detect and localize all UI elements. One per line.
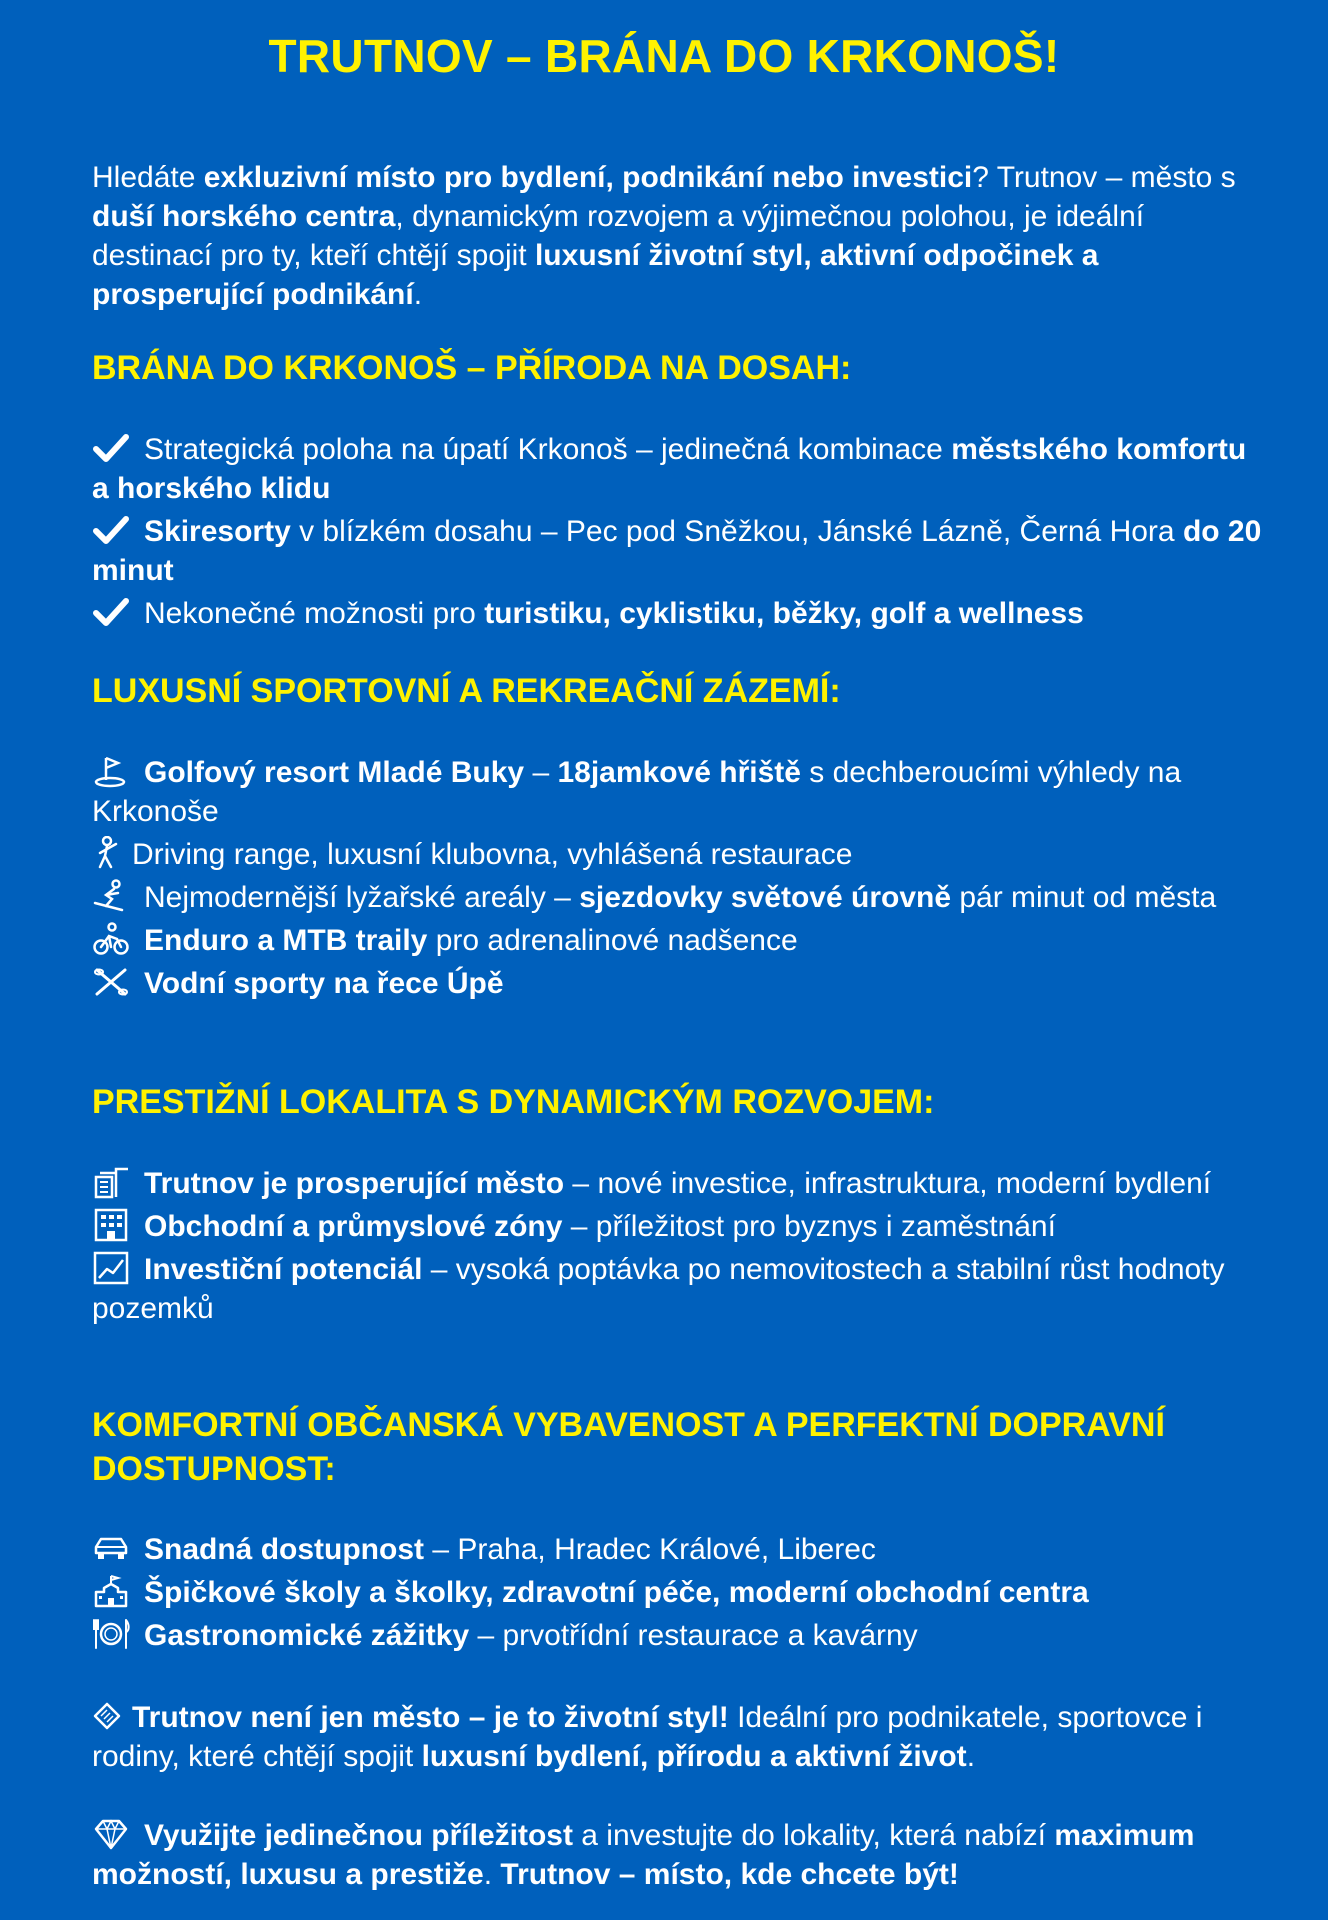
list-item: Vodní sporty na řece Úpě — [92, 964, 1268, 1003]
list-nature — [92, 430, 1268, 637]
list-item: Špičkové školy a školky, zdravotní péče, moderní obchodní centra — [92, 1573, 1268, 1612]
list-item: Investiční potenciál – vysoká poptávka po nemovitostech a stabilní růst hodnoty pozemků — [92, 1253, 1225, 1325]
section-heading-amenities: KOMFORTNÍ OBČANSKÁ VYBAVENOST A PERFEKTNÍ DOPRAVNÍ DOSTUPNOST: — [92, 1406, 1165, 1488]
closing-paragraph-2: Využijte jedinečnou příležitost a investujte do lokality, která nabízí maximum možností, luxusu a prestiže. Trutnov – místo, kde chcete být! — [92, 1819, 1195, 1891]
intro-paragraph — [92, 158, 1236, 314]
office-building-icon — [92, 1208, 130, 1242]
list-item: Nekonečné možnosti pro turistiku, cyklistiku, běžky, golf a wellness — [92, 594, 1268, 633]
intro-bold-3: luxusní životní styl, aktivní odpočinek a prosperující podnikání — [92, 239, 1099, 311]
mountain-biker-icon — [92, 922, 130, 956]
diamond-dot-icon — [92, 1699, 122, 1733]
section-heading-development: PRESTIŽNÍ LOKALITA S DYNAMICKÝM ROZVOJEM: — [92, 1083, 935, 1121]
check-icon — [92, 431, 130, 465]
section-heading-sport: LUXUSNÍ SPORTOVNÍ A REKREAČNÍ ZÁZEMÍ: — [92, 672, 841, 710]
list-item: Driving range, luxusní klubovna, vyhlášená restaurace — [92, 835, 1268, 874]
golf-flag-icon — [92, 754, 130, 788]
closing-paragraph-1: Trutnov není jen město – je to životní styl! Ideální pro podnikatele, sportovce i rodiny, které chtějí spojit luxusní bydlení, přírodu a aktivní život. — [92, 1701, 1203, 1773]
list-item: Skiresorty v blízkém dosahu – Pec pod Sněžkou, Jánské Lázně, Černá Hora do 20 minut — [92, 515, 1262, 587]
construction-icon — [92, 1165, 130, 1199]
intro-text-4: . — [413, 278, 423, 311]
golfer-icon — [92, 836, 122, 870]
list-item: Gastronomické zážitky – prvotřídní restaurace a kavárny — [92, 1616, 1268, 1655]
school-icon — [92, 1574, 130, 1608]
plate-cutlery-icon — [92, 1617, 130, 1651]
check-icon — [92, 513, 130, 547]
section-heading-nature: BRÁNA DO KRKONOŠ – PŘÍRODA NA DOSAH: — [92, 349, 852, 387]
list-development — [92, 1164, 1268, 1332]
list-item: Golfový resort Mladé Buky – 18jamkové hřiště s dechberoucími výhledy na Krkonoše — [92, 756, 1182, 828]
list-amenities — [92, 1530, 1268, 1659]
intro-text-3: , dynamickým rozvojem a výjimečnou polohou, je ideální destinací pro ty, kteří chtějí spojit — [92, 200, 1145, 272]
chart-up-icon — [92, 1251, 130, 1285]
gem-icon — [92, 1817, 130, 1851]
skier-icon — [92, 879, 130, 913]
intro-bold-2: duší horského centra — [92, 200, 396, 233]
list-sport — [92, 753, 1268, 1007]
page-title: TRUTNOV – BRÁNA DO KRKONOŠ! — [268, 30, 1060, 82]
check-icon — [92, 595, 130, 629]
intro-bold-1: exkluzivní místo pro bydlení, podnikání nebo investici — [203, 161, 973, 194]
list-item: Strategická poloha na úpatí Krkonoš – jedinečná kombinace městského komfortu a horského klidu — [92, 433, 1247, 505]
list-item: Enduro a MTB traily pro adrenalinové nadšence — [92, 921, 1268, 960]
intro-text-2: ? Trutnov – město s — [972, 161, 1236, 194]
intro-text-1: Hledáte — [92, 161, 204, 194]
list-item: Nejmodernější lyžařské areály – sjezdovky světové úrovně pár minut od města — [92, 878, 1268, 917]
list-item: Trutnov je prosperující město – nové investice, infrastruktura, moderní bydlení — [92, 1164, 1268, 1203]
car-icon — [92, 1531, 130, 1565]
list-item: Obchodní a průmyslové zóny – příležitost pro byznys i zaměstnání — [92, 1207, 1268, 1246]
list-item: Snadná dostupnost – Praha, Hradec Králové, Liberec — [92, 1530, 1268, 1569]
canoe-icon — [92, 965, 130, 999]
